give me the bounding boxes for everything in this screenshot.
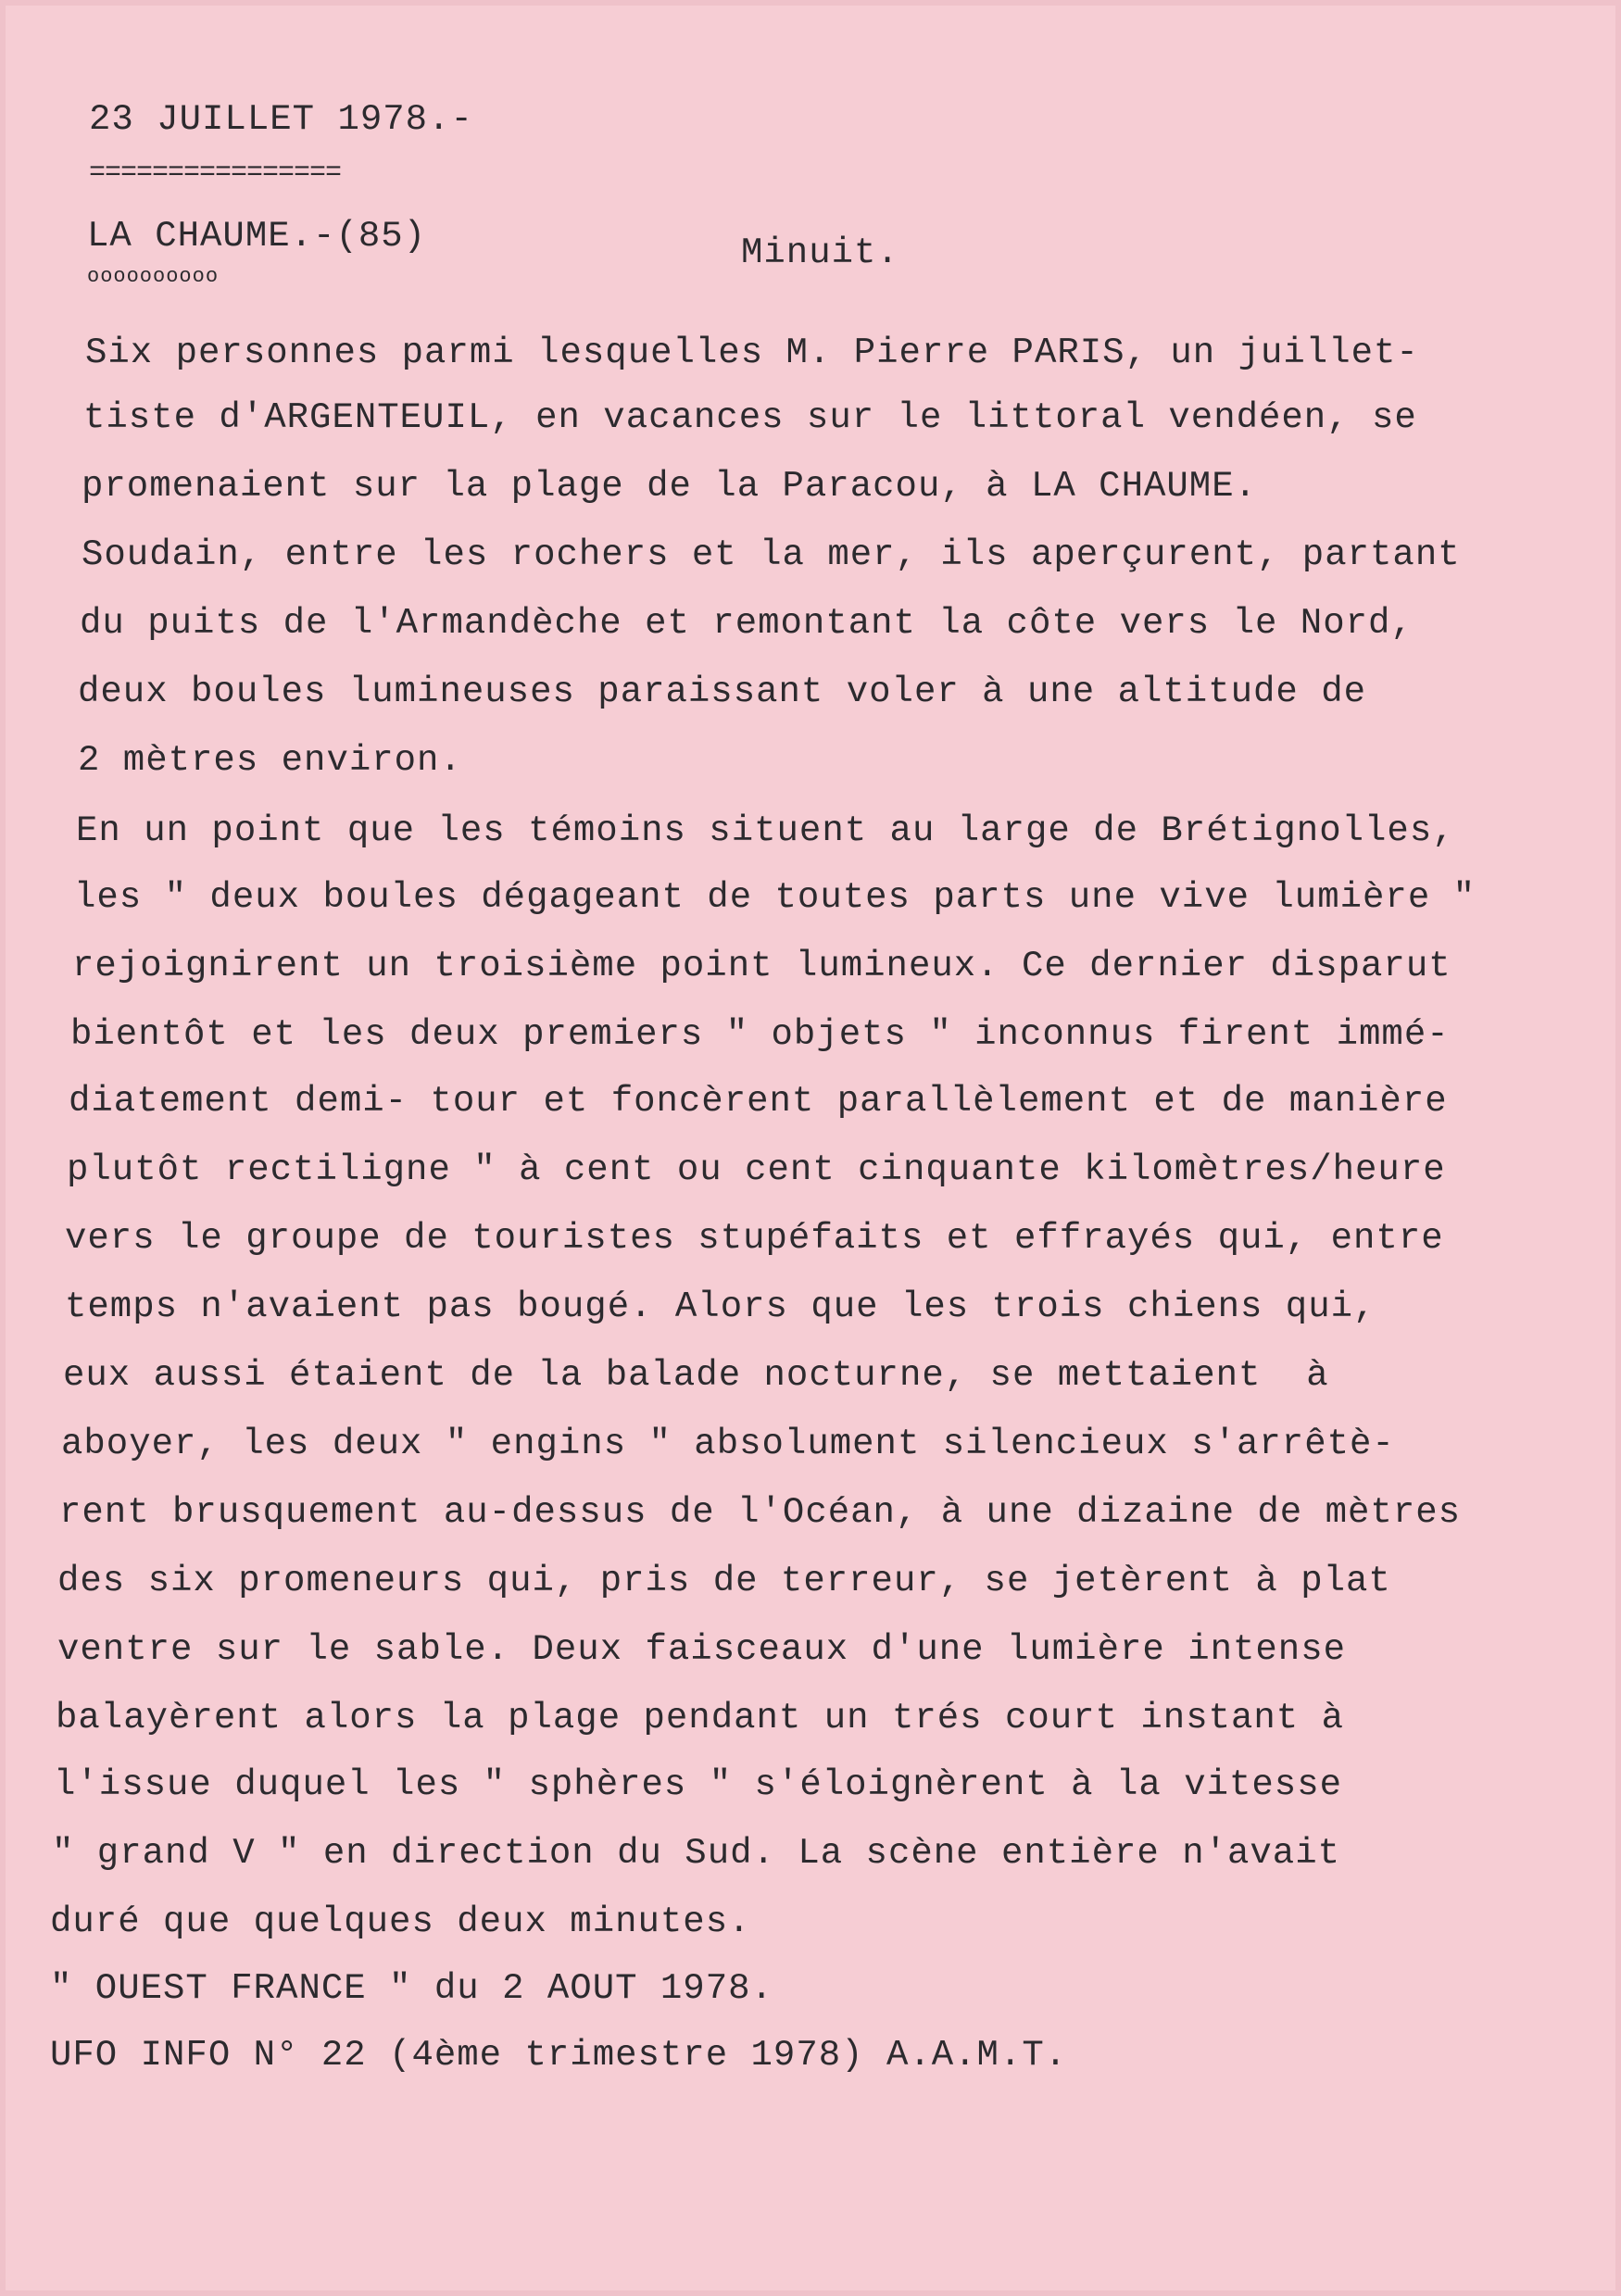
body-line: " grand V " en direction du Sud. La scène entière n'avait xyxy=(52,1833,1341,1874)
body-line: UFO INFO N° 22 (4ème trimestre 1978) A.A.M.T. xyxy=(50,2035,1068,2076)
body-line: " OUEST FRANCE " du 2 AOUT 1978. xyxy=(50,1968,773,2009)
body-line: du puits de l'Armandèche et remontant la côte vers le Nord, xyxy=(80,603,1414,644)
place-heading: LA CHAUME.-(85) xyxy=(87,216,427,257)
body-line: Soudain, entre les rochers et la mer, ils aperçurent, partant xyxy=(82,534,1461,575)
body-line: Six personnes parmi lesquelles M. Pierre PARIS, un juillet- xyxy=(85,332,1419,373)
body-line: En un point que les témoins situent au large de Brétignolles, xyxy=(76,810,1455,851)
body-line: rejoignirent un troisième point lumineux. Ce dernier disparut xyxy=(72,946,1451,986)
body-line: eux aussi étaient de la balade nocturne, se mettaient à xyxy=(63,1355,1329,1396)
body-line: diatement demi- tour et foncèrent parallèlement et de manière xyxy=(69,1081,1448,1122)
body-line: tiste d'ARGENTEUIL, en vacances sur le littoral vendéen, se xyxy=(83,397,1417,438)
body-line: bientôt et les deux premiers " objets " inconnus firent immé- xyxy=(70,1014,1450,1055)
date-underline: ================ xyxy=(89,157,342,189)
body-line: promenaient sur la plage de la Paracou, à LA CHAUME. xyxy=(82,466,1257,507)
time-label: Minuit. xyxy=(741,232,899,273)
body-line: des six promeneurs qui, pris de terreur, se jetèrent à plat xyxy=(57,1561,1391,1601)
body-line: 2 mètres environ. xyxy=(78,740,462,781)
body-line: temps n'avaient pas bougé. Alors que les trois chiens qui, xyxy=(65,1286,1376,1327)
body-line: balayèrent alors la plage pendant un trés court instant à xyxy=(56,1698,1345,1738)
place-underline: oooooooooo xyxy=(87,265,220,288)
body-line: aboyer, les deux " engins " absolument silencieux s'arrêtè- xyxy=(61,1424,1395,1464)
body-line: les " deux boules dégageant de toutes parts une vive lumière " xyxy=(74,877,1476,918)
body-line: l'issue duquel les " sphères " s'éloignèrent à la vitesse xyxy=(54,1764,1343,1805)
body-line: deux boules lumineuses paraissant voler à une altitude de xyxy=(78,671,1367,712)
body-line: rent brusquement au-dessus de l'Océan, à une dizaine de mètres xyxy=(59,1492,1462,1533)
date-heading: 23 JUILLET 1978.- xyxy=(89,99,473,140)
body-line: plutôt rectiligne " à cent ou cent cinquante kilomètres/heure xyxy=(67,1149,1446,1190)
body-line: ventre sur le sable. Deux faisceaux d'une lumière intense xyxy=(57,1629,1347,1670)
body-line: vers le groupe de touristes stupéfaits et effrayés qui, entre xyxy=(65,1218,1444,1259)
body-line: duré que quelques deux minutes. xyxy=(50,1901,751,1942)
